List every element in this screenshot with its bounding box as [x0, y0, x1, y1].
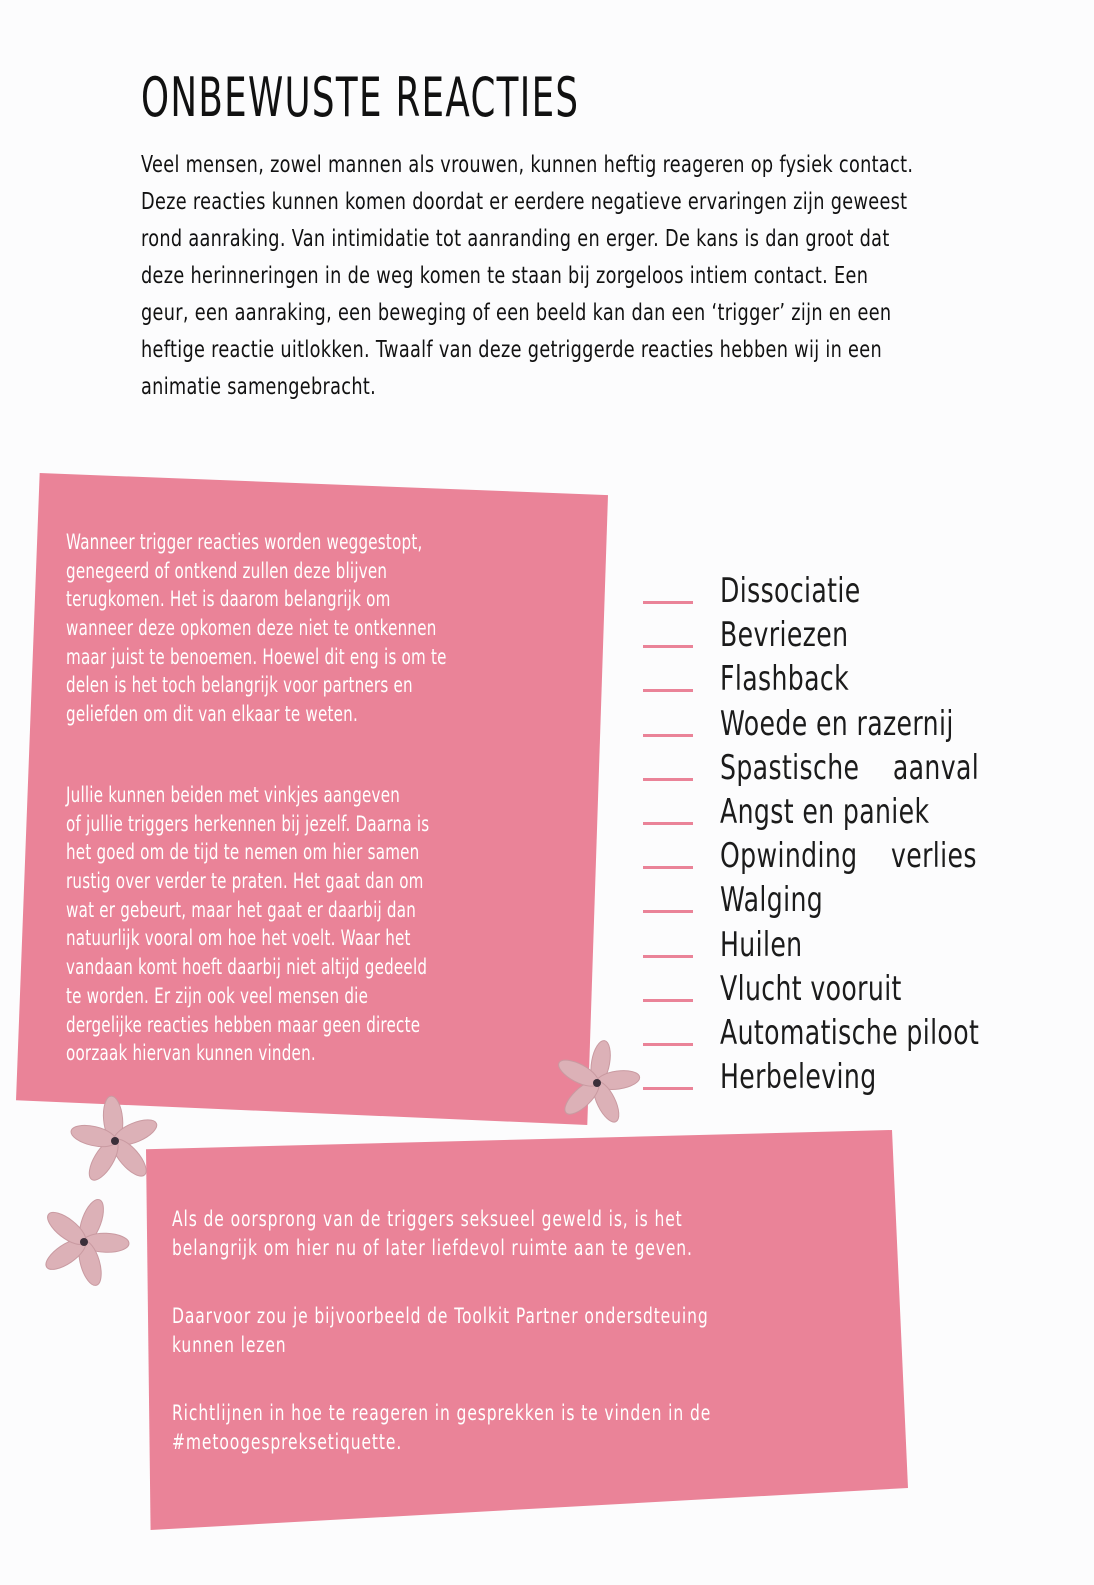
intro-line: Veel mensen, zowel mannen als vrouwen, kunnen heftig reageren op fysiek contact. — [141, 152, 914, 178]
checkbox-line[interactable] — [643, 910, 693, 913]
card-text-line: terugkomen. Het is daarom belangrijk om — [66, 587, 391, 612]
checkbox-line[interactable] — [643, 866, 693, 869]
card2-paragraph-1 — [172, 1205, 876, 1263]
flower-icon — [36, 1194, 132, 1290]
card-text-line: geliefden om dit van elkaar te weten. — [66, 702, 359, 727]
card-text-line: delen is het toch belangrijk voor partners en — [66, 673, 413, 698]
checkbox-line[interactable] — [643, 601, 693, 604]
checkbox-line[interactable] — [643, 822, 693, 825]
card-text-line: dergelijke reacties hebben maar geen directe — [66, 1012, 421, 1037]
checklist-item[interactable] — [643, 836, 1043, 880]
intro-line: heftige reactie uitlokken. Twaalf van deze getriggerde reacties hebben wij in een — [141, 337, 882, 363]
card-text-line: maar juist te benoemen. Hoewel dit eng is om te — [66, 644, 447, 669]
checkbox-line[interactable] — [643, 999, 693, 1002]
checklist-label: Flashback — [720, 659, 850, 700]
card-text-line: Daarvoor zou je bijvoorbeeld de Toolkit Partner ondersdteuing — [172, 1304, 709, 1328]
checklist-label: Bevriezen — [720, 615, 849, 656]
checklist-item[interactable] — [643, 659, 1043, 703]
checkbox-line[interactable] — [643, 645, 693, 648]
card-text-line: Wanneer trigger reacties worden weggestopt, — [66, 530, 423, 554]
card1-paragraph-2 — [66, 781, 571, 1068]
checklist-label: Automatische piloot — [720, 1012, 980, 1053]
checklist-item[interactable] — [643, 792, 1043, 836]
checkbox-line[interactable] — [643, 778, 693, 781]
card1-paragraph-1 — [66, 528, 595, 729]
page-title: ONBEWUSTE REACTIES — [141, 66, 580, 129]
checkbox-line[interactable] — [643, 1087, 693, 1090]
checkbox-line[interactable] — [643, 689, 693, 692]
card-text-line: wanneer deze opkomen deze niet te ontkennen — [66, 616, 437, 641]
card-text-line: Jullie kunnen beiden met vinkjes aangeven — [66, 783, 401, 807]
card-text-line: vandaan komt hoeft daarbij niet altijd gedeeld — [66, 955, 428, 980]
intro-line: deze herinneringen in de weg komen te staan bij zorgeloos intiem contact. Een — [141, 263, 869, 289]
card-text-line: oorzaak hiervan kunnen vinden. — [66, 1041, 316, 1066]
card-text-line: wat er gebeurt, maar het gaat er daarbij dan — [66, 897, 417, 922]
checklist-label: Opwinding verlies — [720, 836, 977, 877]
intro-line: animatie samengebracht. — [141, 374, 377, 400]
intro-line: Deze reacties kunnen komen doordat er eerdere negatieve ervaringen zijn geweest — [141, 189, 908, 215]
card2-paragraph-3 — [172, 1399, 901, 1457]
checklist-item[interactable] — [643, 748, 1043, 792]
checklist-item[interactable] — [643, 1013, 1043, 1057]
trigger-checklist — [643, 571, 1043, 1101]
checklist-label: Huilen — [720, 924, 803, 965]
checklist-item[interactable] — [643, 880, 1043, 924]
flower-icon — [68, 1094, 162, 1188]
card-text-line: te worden. Er zijn ook veel mensen die — [66, 983, 369, 1008]
checklist-item[interactable] — [643, 925, 1043, 969]
checklist-item[interactable] — [643, 1057, 1043, 1101]
card2-paragraph-2 — [172, 1302, 897, 1360]
card-text-line: #metoogespreksetiquette. — [172, 1430, 403, 1454]
checklist-label: Woede en razernij — [720, 703, 954, 744]
checklist-item[interactable] — [643, 571, 1043, 615]
card-text-line: genegeerd of ontkend zullen deze blijven — [66, 558, 388, 583]
checklist-label: Herbeleving — [720, 1057, 877, 1098]
checklist-label: Spastische aanval — [720, 747, 980, 788]
checklist-item[interactable] — [643, 704, 1043, 748]
checklist-item[interactable] — [643, 615, 1043, 659]
checklist-label: Walging — [720, 880, 824, 921]
card-text-line: belangrijk om hier nu of later liefdevol ruimte aan te geven. — [172, 1236, 693, 1260]
intro-paragraph — [141, 150, 1041, 409]
checklist-label: Dissociatie — [720, 571, 861, 611]
card-text-line: Als de oorsprong van de triggers seksueel geweld is, is het — [172, 1207, 683, 1231]
checkbox-line[interactable] — [643, 734, 693, 737]
intro-line: rond aanraking. Van intimidatie tot aanranding en erger. De kans is dan groot dat — [141, 226, 890, 252]
checklist-label: Vlucht vooruit — [720, 968, 902, 1009]
card-text-line: natuurlijk vooral om hoe het voelt. Waar het — [66, 926, 411, 951]
checkbox-line[interactable] — [643, 955, 693, 958]
checklist-item[interactable] — [643, 969, 1043, 1013]
intro-line: geur, een aanraking, een beweging of een beeld kan dan een ‘trigger’ zijn en een — [141, 300, 892, 326]
card-text-line: het goed om de tijd te nemen om hier samen — [66, 840, 420, 865]
card-text-line: of jullie triggers herkennen bij jezelf. Daarna is — [66, 811, 430, 836]
checkbox-line[interactable] — [643, 1043, 693, 1046]
card-text-line: Richtlijnen in hoe te reageren in gesprekken is te vinden in de — [172, 1401, 712, 1425]
checklist-label: Angst en paniek — [720, 791, 930, 832]
flower-icon — [552, 1038, 642, 1128]
card-text-line: rustig over verder te praten. Het gaat dan om — [66, 869, 424, 894]
card-text-line: kunnen lezen — [172, 1333, 287, 1357]
